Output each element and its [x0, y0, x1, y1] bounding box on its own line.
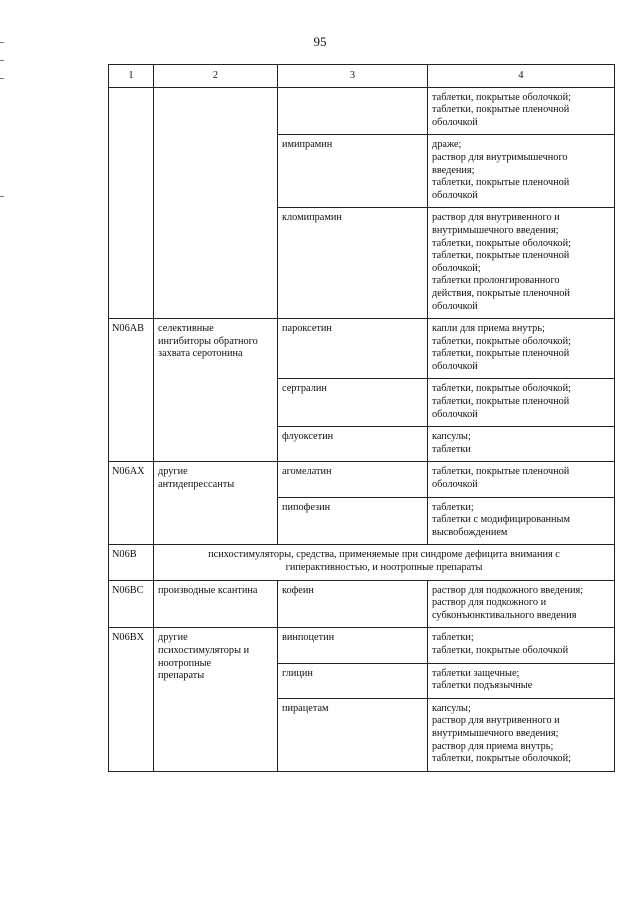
cell-line: внутримышечного введения; — [432, 224, 559, 236]
dosage-form-cell — [428, 379, 615, 427]
cell-line: оболочкой; — [432, 262, 481, 274]
cell-line: таблетки, покрытые оболочкой; — [432, 335, 571, 347]
cell-line: таблетки, покрытые оболочкой — [432, 644, 569, 656]
dosage-form-cell — [428, 663, 615, 698]
cell-line: таблетки, покрытые пленочной — [432, 466, 570, 478]
dosage-form-cell — [428, 208, 615, 319]
cell-line: оболочкой — [432, 479, 478, 491]
cell-line: таблетки, покрытые пленочной — [432, 396, 570, 408]
table-header-row — [109, 65, 615, 88]
table-row — [109, 580, 615, 628]
dosage-form-cell — [428, 87, 615, 135]
cell-line: драже; — [432, 139, 462, 151]
cell-line: таблетки; — [432, 501, 474, 513]
cell-line: психостимуляторы, средства, применяемые при синдроме дефицита внимания с — [208, 549, 560, 561]
drug-name-cell: флуоксетин — [278, 427, 428, 462]
table-row — [109, 462, 615, 497]
cell-line: таблетки; — [432, 632, 474, 644]
cell-line: высвобождением — [432, 526, 508, 538]
cell-line: капли для приема внутрь; — [432, 323, 545, 335]
cell-line: таблетки защечные; — [432, 667, 520, 679]
dosage-form-cell — [428, 628, 615, 663]
cell-line: таблетки, покрытые оболочкой; — [432, 91, 571, 103]
drug-name-cell: сертралин — [278, 379, 428, 427]
cell-line: оболочкой — [432, 300, 478, 312]
cell-line: ноотропные — [158, 657, 212, 669]
cell-line: производные ксантина — [158, 584, 258, 596]
cell-line: таблетки, покрытые оболочкой; — [432, 753, 571, 765]
cell-line: таблетки с модифицированным — [432, 514, 570, 526]
group-span-cell — [154, 545, 615, 580]
cell-line: раствор для внутривенного и — [432, 212, 560, 224]
cell-line: другие — [158, 632, 188, 644]
cell-line: таблетки, покрытые пленочной — [432, 250, 570, 262]
cell-line: таблетки, покрытые пленочной — [432, 177, 570, 189]
cell-line: гиперактивностью, и ноотропные препараты — [285, 562, 483, 573]
pharm-group-cell — [154, 87, 278, 319]
cell-line: оболочкой — [432, 116, 478, 128]
cell-line: раствор для приема внутрь; — [432, 740, 554, 752]
atc-code-cell — [109, 87, 154, 319]
drug-name-cell: агомелатин — [278, 462, 428, 497]
cell-line: раствор для внутривенного и — [432, 715, 560, 727]
cell-line: таблетки, покрытые пленочной — [432, 348, 570, 360]
cell-line: введения; — [432, 164, 475, 176]
cell-line: препараты — [158, 670, 205, 682]
dosage-form-cell — [428, 427, 615, 462]
cell-line: капсулы; — [432, 431, 471, 443]
cell-line: внутримышечного введения; — [432, 727, 559, 739]
drug-name-cell: глицин — [278, 663, 428, 698]
margin-mark — [0, 60, 4, 61]
pharm-group-cell — [154, 462, 278, 545]
cell-line: раствор для подкожного и — [432, 597, 547, 609]
table-row — [109, 628, 615, 663]
dosage-form-cell — [428, 698, 615, 771]
cell-line: психостимуляторы и — [158, 644, 250, 656]
cell-line: ингибиторы обратного — [158, 335, 258, 347]
drug-name-cell: имипрамин — [278, 135, 428, 208]
column-header: 1 — [109, 65, 154, 88]
column-header: 3 — [278, 65, 428, 88]
cell-line: оболочкой — [432, 408, 478, 420]
table-row — [109, 87, 615, 135]
dosage-form-cell — [428, 497, 615, 545]
cell-line: таблетки, покрытые пленочной — [432, 104, 570, 116]
cell-line: таблетки — [432, 443, 471, 455]
dosage-form-cell — [428, 580, 615, 628]
page-number: 95 — [313, 34, 327, 49]
column-header: 4 — [428, 65, 615, 88]
cell-line: оболочкой — [432, 189, 478, 201]
cell-line: капсулы; — [432, 702, 471, 714]
atc-code-cell: N06BC — [109, 580, 154, 628]
cell-line: захвата серотонина — [158, 348, 243, 360]
cell-line: другие — [158, 466, 188, 478]
drug-name-cell: винпоцетин — [278, 628, 428, 663]
drug-name-cell: пирацетам — [278, 698, 428, 771]
table-row — [109, 319, 615, 379]
dosage-form-cell — [428, 319, 615, 379]
drug-name-cell: пароксетин — [278, 319, 428, 379]
table-row — [109, 545, 615, 580]
drug-name-cell: пипофезин — [278, 497, 428, 545]
atc-code-cell: N06B — [109, 545, 154, 580]
cell-line: раствор для внутримышечного — [432, 151, 568, 163]
cell-line: таблетки, покрытые оболочкой; — [432, 237, 571, 249]
cell-line: субконъюнктивального введения — [432, 609, 577, 621]
atc-code-cell: N06AX — [109, 462, 154, 545]
cell-line: селективные — [158, 323, 214, 335]
dosage-form-cell — [428, 135, 615, 208]
pharm-group-cell — [154, 580, 278, 628]
cell-line: таблетки пролонгированного — [432, 275, 560, 287]
drug-name-cell: кофеин — [278, 580, 428, 628]
cell-line: оболочкой — [432, 360, 478, 372]
atc-code-cell: N06AB — [109, 319, 154, 462]
pharm-group-cell — [154, 319, 278, 462]
dosage-form-cell — [428, 462, 615, 497]
drug-name-cell: кломипрамин — [278, 208, 428, 319]
cell-line: антидепрессанты — [158, 479, 235, 491]
cell-line: раствор для подкожного введения; — [432, 584, 584, 596]
drug-table — [108, 64, 615, 772]
atc-code-cell: N06BX — [109, 628, 154, 771]
drug-name-cell — [278, 87, 428, 135]
margin-mark — [0, 42, 4, 43]
margin-mark — [0, 196, 4, 197]
table-body — [109, 87, 615, 771]
cell-line: действия, покрытые пленочной — [432, 287, 570, 299]
pharm-group-cell — [154, 628, 278, 771]
column-header: 2 — [154, 65, 278, 88]
margin-mark — [0, 78, 4, 79]
cell-line: таблетки подъязычные — [432, 680, 533, 692]
cell-line: таблетки, покрытые оболочкой; — [432, 383, 571, 395]
